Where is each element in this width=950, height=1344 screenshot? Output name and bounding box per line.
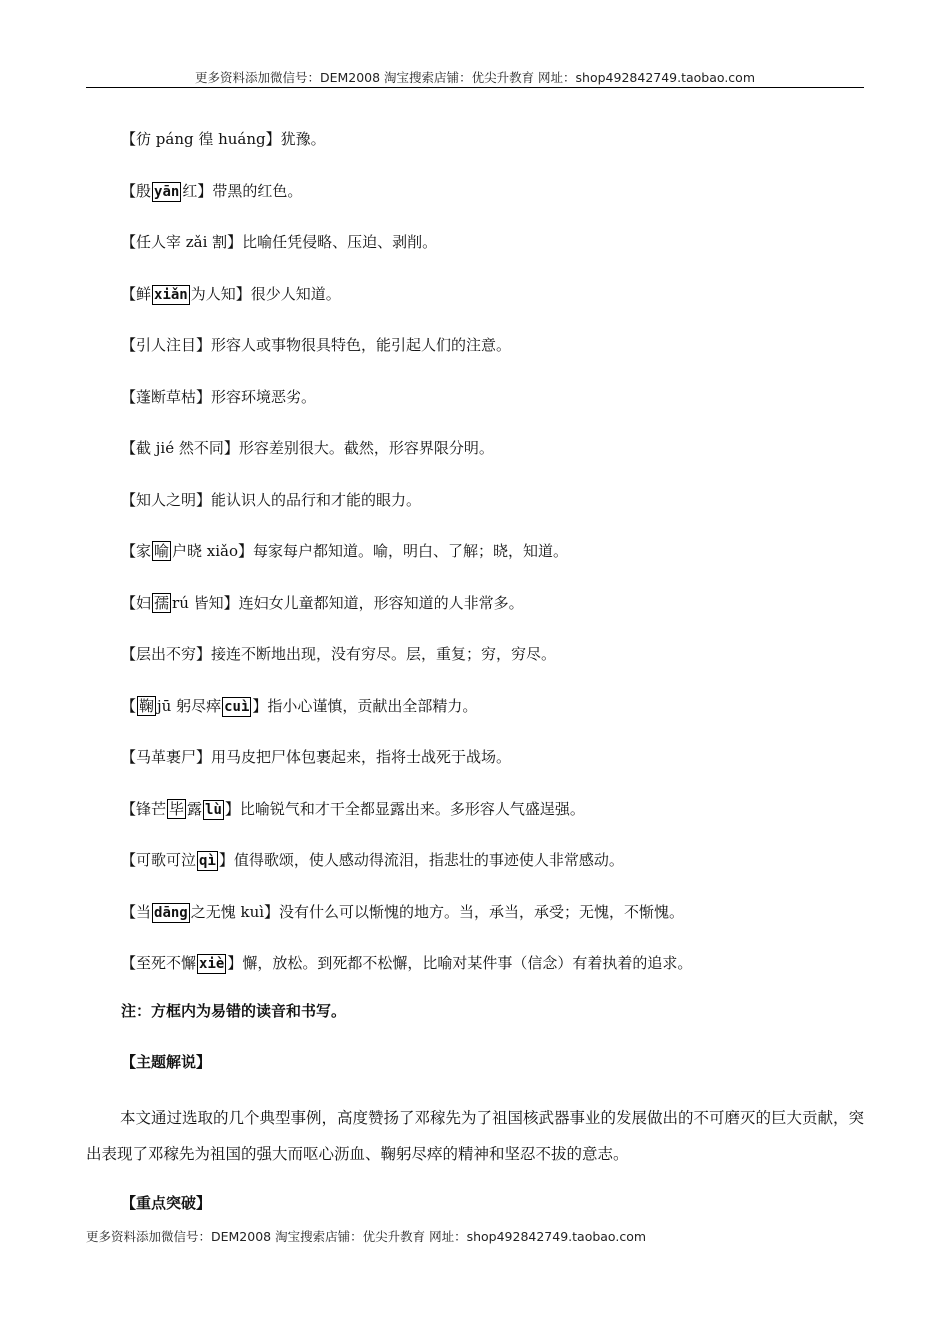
entry-text: 【家 bbox=[121, 542, 152, 560]
boxed-highlight: xiǎn bbox=[154, 286, 188, 303]
boxed-highlight: cuì bbox=[224, 698, 250, 715]
vocab-entry bbox=[121, 540, 568, 562]
vocab-entry bbox=[121, 386, 316, 408]
vocab-entry bbox=[121, 231, 437, 253]
boxed-highlight: lù bbox=[205, 801, 222, 818]
entry-text: 之无愧 kuì】没有什么可以惭愧的地方。当，承当，承受；无愧，不惭愧。 bbox=[190, 902, 685, 921]
vocab-entry bbox=[121, 952, 692, 974]
vocab-entry bbox=[121, 334, 511, 356]
vocab-entry bbox=[121, 283, 341, 305]
entry-text: 】指小心谨慎，贡献出全部精力。 bbox=[252, 696, 478, 715]
entry-text: 【引人注目】形容人或事物很具特色，能引起人们的注意。 bbox=[121, 336, 512, 354]
boxed-highlight: dāng bbox=[154, 904, 188, 921]
vocab-entry bbox=[121, 592, 524, 614]
entry-text: 【妇 bbox=[121, 593, 152, 612]
entry-text: 为人知】很少人知道。 bbox=[190, 284, 341, 303]
entry-text: 【蓬断草枯】形容环境恶劣。 bbox=[121, 387, 317, 406]
entry-text: 红】带黑的红色。 bbox=[182, 181, 303, 200]
theme-paragraph: 本文通过选取的几个典型事例，高度赞扬了邓稼先为了祖国核武器事业的发展做出的不可磨灭的巨大贡献，突出表现了邓稼先为祖国的强大而呕心沥血、鞠躬尽瘁的精神和坚忍不拔的意志。 bbox=[86, 1109, 865, 1163]
entry-text: 【彷 páng 徨 huáng】犹豫。 bbox=[121, 130, 326, 148]
vocab-entry bbox=[121, 437, 494, 459]
page-footer: 更多资料添加微信号：DEM2008 淘宝搜索店铺：优尖升教育 网址：shop492842749.taobao.com bbox=[86, 1229, 647, 1244]
entry-text: 【层出不穷】接连不断地出现，没有穷尽。层，重复；穷，穷尽。 bbox=[121, 645, 557, 663]
entry-text: 【鲜 bbox=[121, 284, 152, 303]
entry-text: 【可歌可泣 bbox=[121, 851, 197, 869]
boxed-highlight: 喻 bbox=[154, 542, 170, 560]
vocab-entry bbox=[121, 180, 302, 202]
entry-text: 【截 jié 然不同】形容差别很大。截然，形容界限分明。 bbox=[121, 439, 494, 457]
boxed-highlight: 孺 bbox=[154, 593, 170, 612]
entry-text: 】值得歌颂，使人感动得流泪，指悲壮的事迹使人非常感动。 bbox=[218, 851, 624, 869]
entry-text: 【马革裹尸】用马皮把尸体包裹起来，指将士战死于战场。 bbox=[121, 748, 512, 766]
vocab-entry bbox=[121, 798, 585, 820]
entry-text: 【任人宰 zǎi 割】比喻任凭侵略、压迫、剥削。 bbox=[121, 233, 438, 251]
entry-text: rú 皆知】连妇女儿童都知道，形容知道的人非常多。 bbox=[172, 593, 524, 612]
boxed-highlight: xiè bbox=[199, 956, 225, 972]
entry-text: 【至死不懈 bbox=[121, 954, 197, 972]
page-header: 更多资料添加微信号：DEM2008 淘宝搜索店铺：优尖升教育 网址：shop492842749.taobao.com bbox=[194, 70, 756, 85]
vocab-entry bbox=[121, 849, 624, 871]
entry-text: jū 躬尽瘁 bbox=[157, 696, 222, 715]
theme-heading: 【主题解说】 bbox=[121, 1053, 212, 1071]
entry-text: 】懈，放松。到死都不松懈，比喻对某件事（信念）有着执着的追求。 bbox=[227, 954, 693, 972]
vocab-entry bbox=[121, 901, 684, 923]
entry-text: 【殷 bbox=[121, 181, 152, 200]
note-text: 注：方框内为易错的读音和书写。 bbox=[121, 1002, 347, 1020]
boxed-highlight: 鞠 bbox=[139, 696, 155, 715]
boxed-highlight: yān bbox=[154, 183, 180, 200]
vocab-entry bbox=[121, 695, 477, 717]
boxed-highlight: qì bbox=[199, 853, 216, 869]
entry-text: 】比喻锐气和才干全都显露出来。多形容人气盛逞强。 bbox=[224, 799, 585, 818]
vocab-entry bbox=[121, 746, 511, 768]
focus-heading: 【重点突破】 bbox=[121, 1194, 212, 1212]
entry-text: 【当 bbox=[121, 902, 152, 921]
entry-text: 【 bbox=[121, 696, 137, 715]
vocab-entry bbox=[121, 128, 326, 150]
entry-text: 露 bbox=[187, 799, 203, 818]
boxed-highlight: 毕 bbox=[169, 799, 185, 818]
header-divider bbox=[86, 87, 864, 88]
entry-text: 【知人之明】能认识人的品行和才能的眼力。 bbox=[121, 490, 422, 509]
vocab-entry bbox=[121, 643, 556, 665]
entry-text: 【锋芒 bbox=[121, 799, 167, 818]
vocab-entry bbox=[121, 489, 421, 511]
entry-text: 户晓 xiǎo】每家每户都知道。喻，明白、了解；晓，知道。 bbox=[172, 542, 569, 560]
